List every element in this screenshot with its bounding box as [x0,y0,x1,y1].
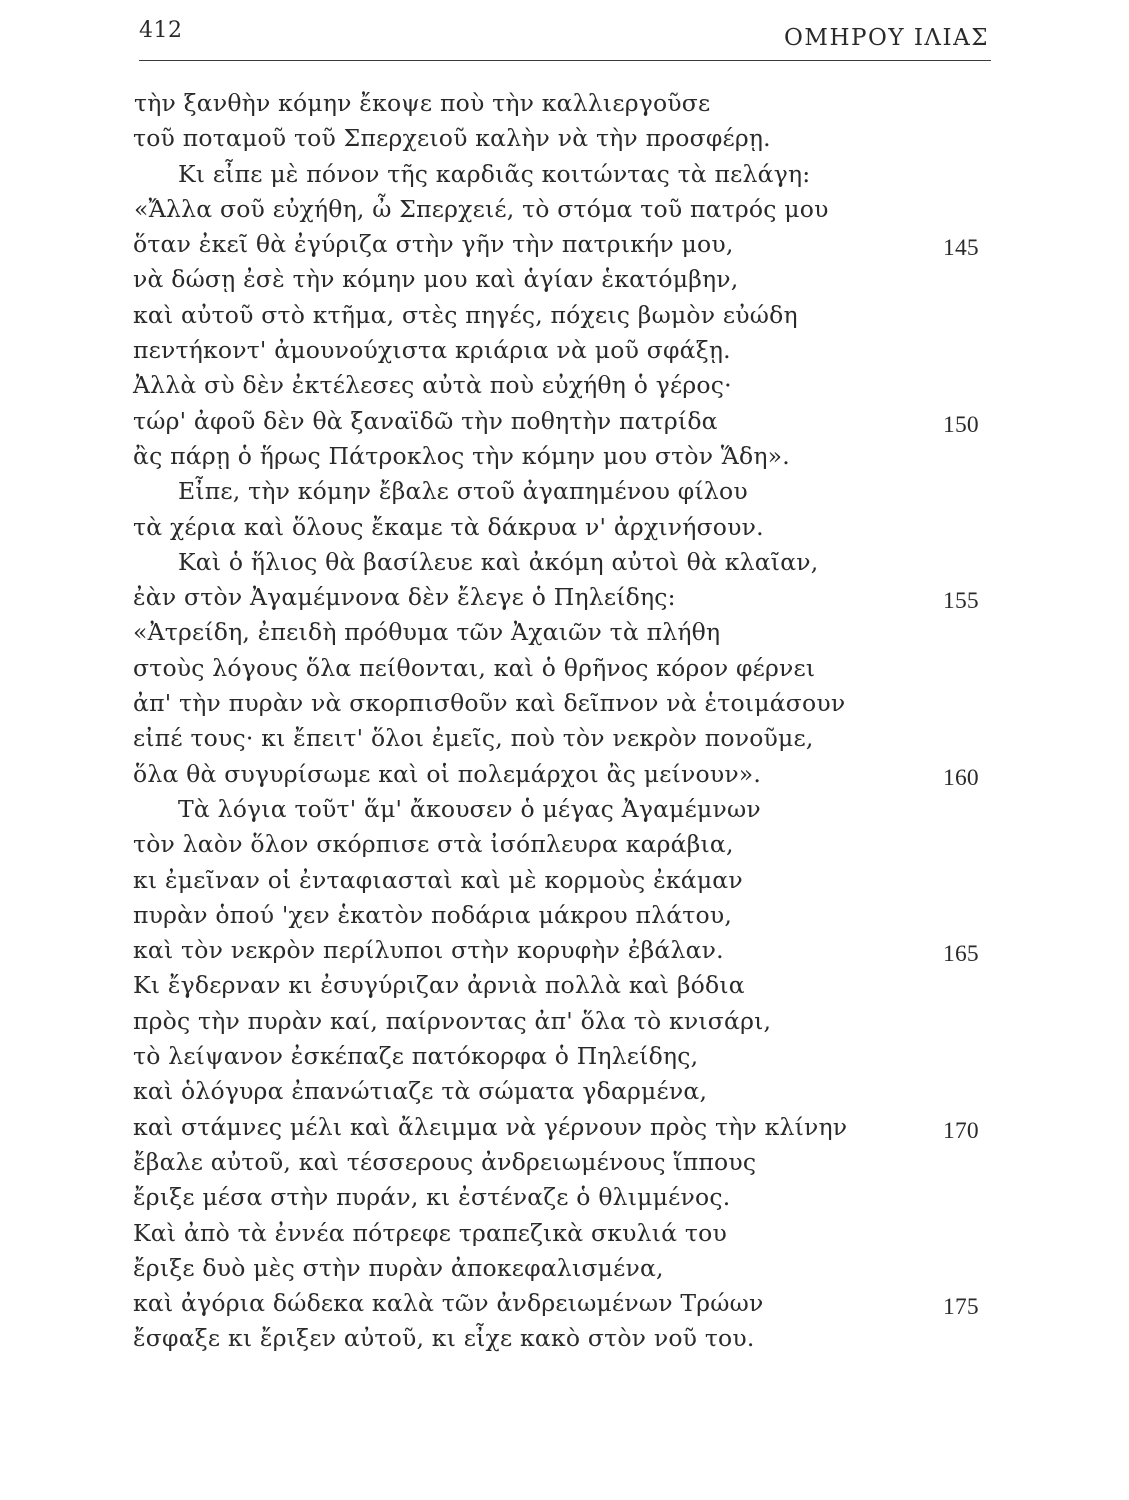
verse-line [0,86,1129,121]
verse-text: ἔσφαξε κι ἔριξεν αὐτοῦ, κι εἶχε κακὸ στὸν νοῦ του. [133,1324,755,1353]
verse-text: στοὺς λόγους ὅλα πείθονται, καὶ ὁ θρῆνος κόρον φέρνει [133,653,816,682]
verse-text: ἐὰν στὸν Ἀγαμέμνονα δὲν ἔλεγε ὁ Πηλείδης: [133,583,676,612]
verse-line [0,1145,1129,1180]
verse-line [0,1039,1129,1074]
verse-line [0,968,1129,1003]
verse-line [0,510,1129,545]
line-number: 165 [943,941,979,968]
verse-line [0,580,1129,615]
verse-line [0,686,1129,721]
verse-text: ἀπ' τὴν πυρὰν νὰ σκορπισθοῦν καὶ δεῖπνον νὰ ἑτοιμάσουν [133,689,846,718]
verse-line [0,615,1129,650]
verse-text: ἂς πάρῃ ὁ ἥρως Πάτροκλος τὴν κόμην μου στὸν Ἅδη». [133,441,790,470]
verse-line [0,898,1129,933]
verse-line [0,439,1129,474]
verse-line [0,1074,1129,1109]
verse-text: ὅταν ἐκεῖ θὰ ἐγύριζα στὴν γῆν τὴν πατρικήν μου, [133,230,734,259]
verse-text: κι ἐμεῖναν οἱ ἐνταφιασταὶ καὶ μὲ κορμοὺς ἐκάμαν [133,865,743,894]
verse-text: ἔριξε δυὸ μὲς στὴν πυρὰν ἀποκεφαλισμένα, [133,1253,664,1282]
verse-line [0,1004,1129,1039]
verse-line [0,368,1129,403]
header-rule [139,60,991,61]
verse-text: καὶ ἀγόρια δώδεκα καλὰ τῶν ἀνδρειωμένων Τρώων [133,1289,764,1318]
verse-text: πεντήκοντ' ἀμουνούχιστα κριάρια νὰ μοῦ σφάξῃ. [133,336,731,365]
line-number: 175 [943,1294,979,1321]
line-number: 145 [943,235,979,262]
verse-line [0,121,1129,156]
verse-line [0,227,1129,262]
verse-line [0,1251,1129,1286]
verse-text: ὅλα θὰ συγυρίσωμε καὶ οἱ πολεμάρχοι ἂς μείνουν». [133,759,762,788]
verse-block [0,86,1129,1357]
verse-text: καὶ αὐτοῦ στὸ κτῆμα, στὲς πηγές, πόχεις βωμὸν εὐώδη [133,300,798,329]
running-title: ΟΜΗΡΟΥ ΙΛΙΑΣ [784,25,989,51]
verse-text: τὸ λείψανον ἐσκέπαζε πατόκορφα ὁ Πηλείδης, [133,1042,699,1071]
line-number: 160 [943,764,979,791]
verse-text: πρὸς τὴν πυρὰν καί, παίρνοντας ἀπ' ὅλα τὸ κνισάρι, [133,1006,772,1035]
verse-line [0,757,1129,792]
verse-line [0,1321,1129,1356]
verse-text: «Ἀτρείδη, ἐπειδὴ πρόθυμα τῶν Ἀχαιῶν τὰ πλήθη [133,618,721,647]
line-number: 170 [943,1117,979,1144]
verse-line [0,1286,1129,1321]
line-number: 155 [943,588,979,615]
verse-text: Κι ἔγδερναν κι ἐσυγύριζαν ἀρνιὰ πολλὰ καὶ βόδια [133,971,745,1000]
verse-line [0,192,1129,227]
verse-line [0,933,1129,968]
verse-line [0,651,1129,686]
page-number: 412 [139,18,183,43]
verse-line [0,333,1129,368]
verse-line [0,474,1129,509]
verse-line [0,1216,1129,1251]
verse-line [0,298,1129,333]
verse-text: τώρ' ἀφοῦ δὲν θὰ ξαναϊδῶ τὴν ποθητὴν πατρίδα [133,406,718,435]
verse-text: Ἀλλὰ σὺ δὲν ἐκτέλεσες αὐτὰ ποὺ εὐχήθη ὁ γέρος· [133,371,732,400]
verse-line [0,545,1129,580]
verse-text: τὸν λαὸν ὅλον σκόρπισε στὰ ἰσόπλευρα καράβια, [133,830,734,859]
verse-text: Κι εἶπε μὲ πόνον τῆς καρδιᾶς κοιτώντας τὰ πελάγη: [178,159,811,188]
verse-text: καὶ ὁλόγυρα ἐπανώτιαζε τὰ σώματα γδαρμένα, [133,1077,708,1106]
verse-text: νὰ δώσῃ ἐσὲ τὴν κόμην μου καὶ ἁγίαν ἑκατόμβην, [133,265,739,294]
verse-text: Τὰ λόγια τοῦτ' ἅμ' ἄκουσεν ὁ μέγας Ἀγαμέμνων [178,794,761,823]
verse-text: ἔβαλε αὐτοῦ, καὶ τέσσερους ἀνδρειωμένους ἵππους [133,1147,757,1176]
verse-line [0,1180,1129,1215]
verse-line [0,827,1129,862]
verse-line [0,721,1129,756]
verse-text: ἔριξε μέσα στὴν πυράν, κι ἐστέναζε ὁ θλιμμένος. [133,1183,731,1212]
verse-text: τὴν ξανθὴν κόμην ἔκοψε ποὺ τὴν καλλιεργοῦσε [134,89,711,117]
verse-text: Καὶ ἀπὸ τὰ ἐννέα πότρεφε τραπεζικὰ σκυλιά του [133,1218,727,1247]
verse-text: εἰπέ τους· κι ἔπειτ' ὅλοι ἐμεῖς, ποὺ τὸν νεκρὸν πονοῦμε, [133,724,814,753]
verse-text: Καὶ ὁ ἥλιος θὰ βασίλευε καὶ ἀκόμη αὐτοὶ θὰ κλαῖαν, [178,547,819,576]
verse-text: τὰ χέρια καὶ ὅλους ἔκαμε τὰ δάκρυα ν' ἀρχινήσουν. [133,512,764,541]
verse-text: Εἶπε, τὴν κόμην ἔβαλε στοῦ ἀγαπημένου φίλου [178,477,748,506]
verse-line [0,1110,1129,1145]
verse-text: καὶ στάμνες μέλι καὶ ἄλειμμα νὰ γέρνουν πρὸς τὴν κλίνην [133,1112,848,1141]
verse-line [0,404,1129,439]
line-number: 150 [943,411,979,438]
verse-text: πυρὰν ὁπού 'χεν ἑκατὸν ποδάρια μάκρου πλάτου, [133,900,733,929]
verse-line [0,262,1129,297]
page-header [139,18,989,58]
verse-line [0,792,1129,827]
verse-line [0,157,1129,192]
verse-text: τοῦ ποταμοῦ τοῦ Σπερχειοῦ καλὴν νὰ τὴν προσφέρῃ. [133,124,771,153]
verse-text: «Ἄλλα σοῦ εὐχήθη, ὦ Σπερχειέ, τὸ στόμα τοῦ πατρός μου [134,194,829,223]
verse-text: καὶ τὸν νεκρὸν περίλυποι στὴν κορυφὴν ἐβάλαν. [133,936,724,965]
verse-line [0,863,1129,898]
